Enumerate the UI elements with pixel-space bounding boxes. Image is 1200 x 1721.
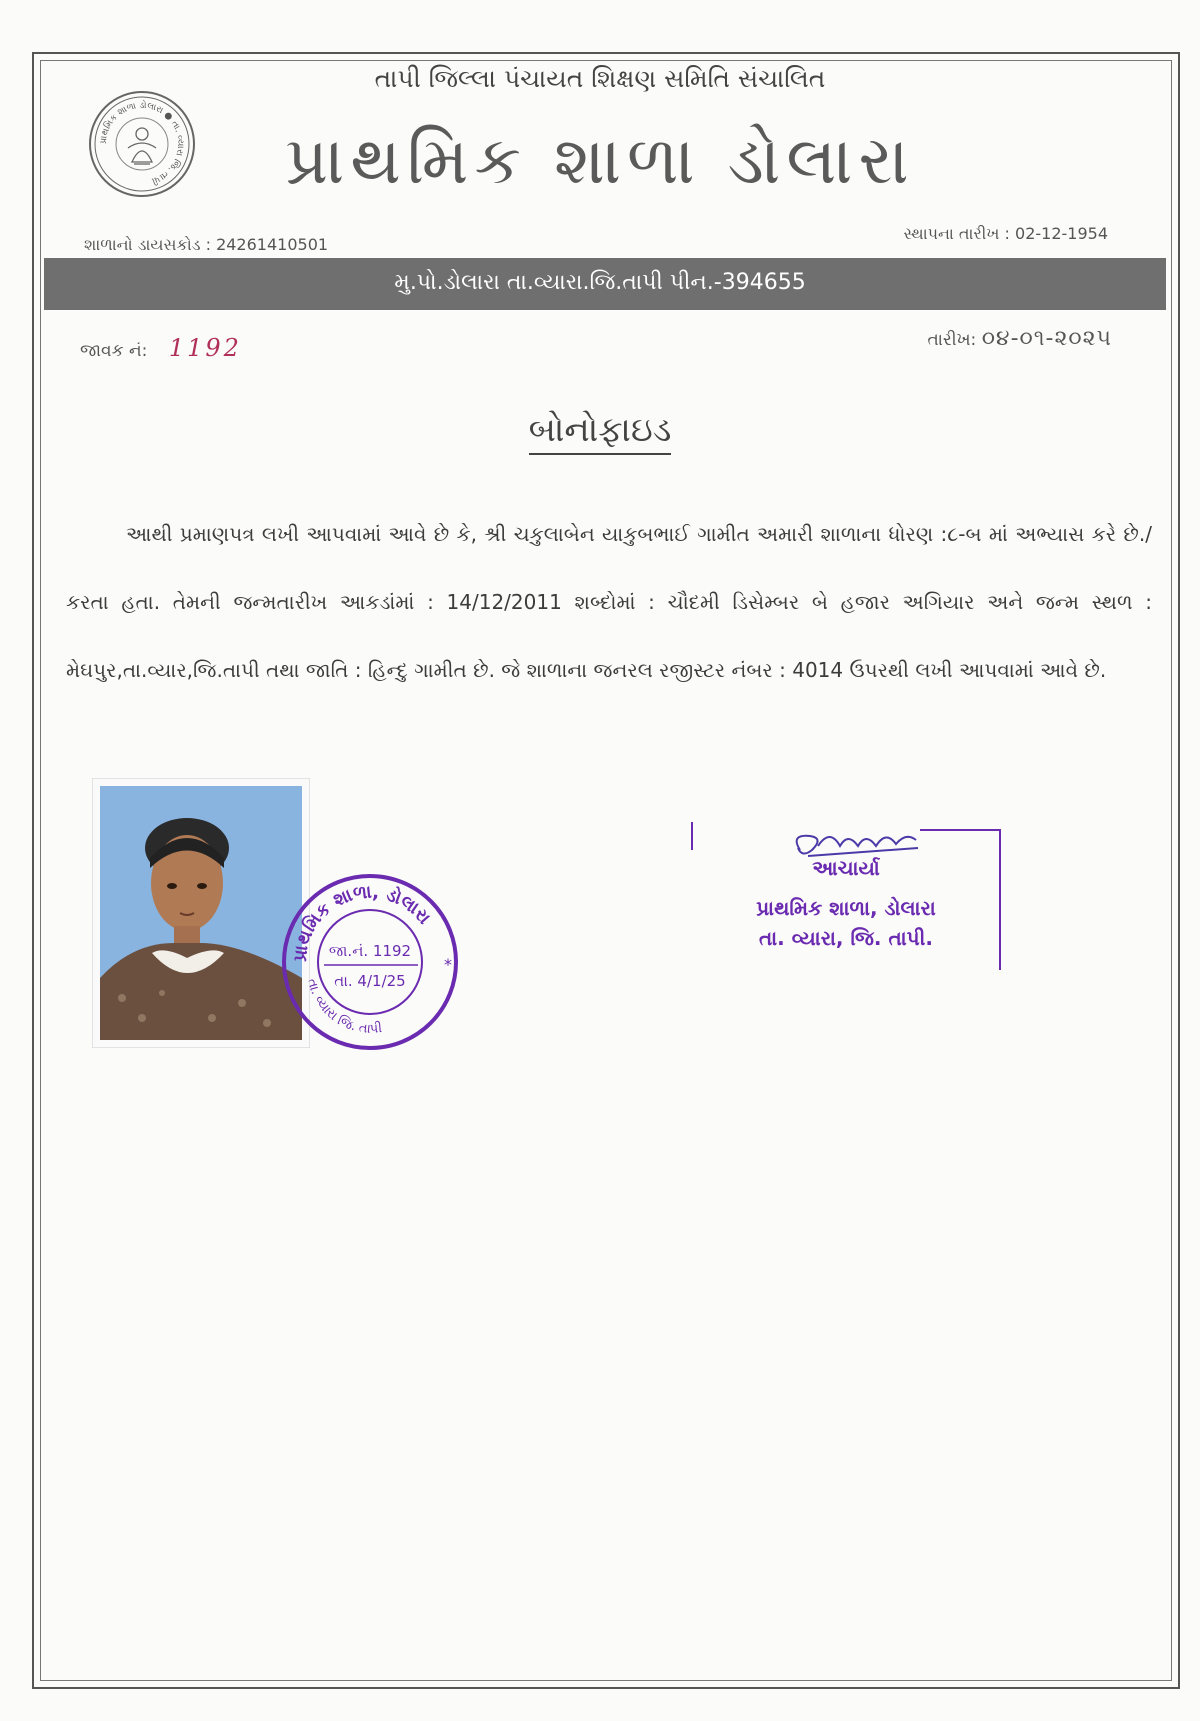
school-name-title: પ્રાથમિક શાળા ડોલારા [285,122,915,199]
signature-scribble [797,836,918,856]
school-round-stamp [278,870,463,1055]
established-date: સ્થાપના તારીખ : 02-12-1954 [903,224,1108,243]
stamp-date-line: તા. 4/1/25 [334,972,406,990]
stamp-ring-top-text: પ્રાથમિક શાળા, ડોલારા [289,881,435,963]
certificate-title [0,410,1200,450]
logo-ring-text: પ્રાથમિક શાળા ડોલારા ● તા. વ્યારા જિ. તાપી [98,100,186,186]
principal-taluka: તા. વ્યારા, જિ. તાપી. [759,926,933,950]
principal-stamp [690,822,1002,972]
date-label: તારીખ: [927,330,977,350]
certificate-title-text: બોનોફાઇડ [529,410,672,455]
managing-body-line: તાપી જિલ્લા પંચાયત શિક્ષણ સમિતિ સંચાલિત [374,64,826,93]
school-address: મુ.પો.ડોલારા તા.વ્યારા.જિ.તાપી પીન.-394655 [394,270,806,295]
certificate-body: આથી પ્રમાણપત્ર લખી આપવામાં આવે છે કે, શ્રી ચકુલાબેન યાકુબભાઈ ગામીત અમારી શાળાના ધોરણ :૮-બ માં અભ્યાસ કરે છે./ કરતા હતા. તેમની જન્મતારીખ આકડાંમાં : 14/12/2011 શબ્દોમાં : ચૌદમી ડિસેમ્બર બે હજાર અગિયાર અને જન્મ સ્થળ : મેઘપુર,તા.વ્યાર,જિ.તાપી તથા જાતિ : હિન્દુ ગામીત છે. જે શાળાના જનરલ રજીસ્ટર નંબર : 4014 ઉપરથી લખી આપવામાં આવે છે. [66,522,1152,682]
stamp-ring-bottom-text: તા. વ્યારા જિ. તાપી [303,977,383,1037]
star-icon: * [444,955,452,974]
dise-code: શાળાનો ડાયસકોડ : 24261410501 [84,235,329,254]
principal-title: આચાર્યા [812,856,880,880]
date-row [927,326,1112,351]
outward-label: જાવક નં: [80,341,148,361]
stamp-number-line: જા.નં. 1192 [328,942,412,960]
date-value: ૦૪-૦૧-૨૦૨૫ [981,326,1112,351]
principal-school: પ્રાથમિક શાળા, ડોલારા [756,896,936,920]
outward-number-row [80,334,242,362]
outward-number: 1192 [168,334,242,362]
